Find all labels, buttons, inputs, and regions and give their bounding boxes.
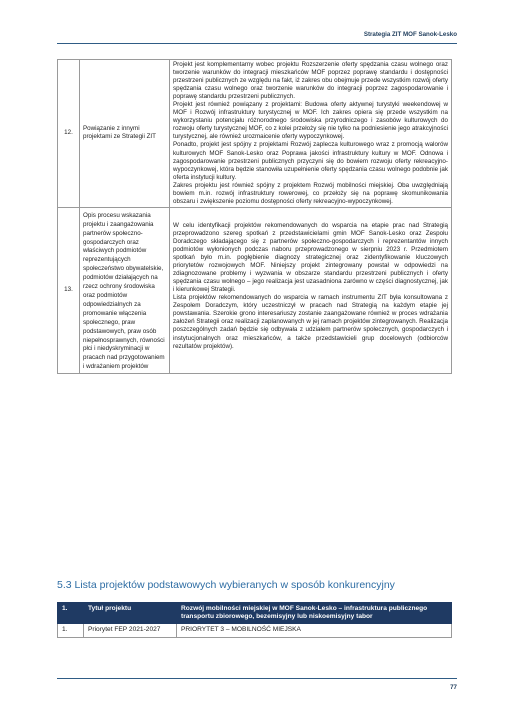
table-row xyxy=(58,60,452,208)
row-content xyxy=(170,207,452,373)
row-label: Powiązanie z innymi projektami ze Strategii ZIT xyxy=(80,60,170,208)
project-details-table xyxy=(57,59,452,374)
row-content xyxy=(170,60,452,208)
header-cell-number: 1. xyxy=(58,603,84,624)
page-number: 77 xyxy=(450,684,457,691)
row-label: Opis procesu wskazania projektu i zaangażowania partnerów społeczno-gospodarczych oraz właściwych podmiotów reprezentujących społeczeństwo obywatelskie, podmiotów działających na rzecz ochrony środowiska oraz podmiotów odpowiedzialnych za promowanie włączenia społecznego, praw podstawowych, praw osób niepełnosprawnych, równości płci i niedyskryminacji w pracach nad przygotowaniem i wdrażaniem projektów xyxy=(80,207,170,373)
cell-number: 1. xyxy=(58,624,84,637)
table-row xyxy=(58,624,452,637)
header-title: Strategia ZIT MOF Sanok-Lesko xyxy=(363,31,457,38)
table-header-row xyxy=(58,603,452,624)
row-number: 12. xyxy=(58,60,80,208)
footer-divider xyxy=(57,678,457,679)
projects-table xyxy=(57,602,452,638)
cell-value: PRIORYTET 3 – MOBILNOŚĆ MIEJSKA xyxy=(177,624,452,637)
table-row xyxy=(58,207,452,373)
row-content-text: Projekt jest komplementarny wobec projektu Rozszerzenie oferty spędzania czasu wolnego oraz tworzenie warunków do integracji mieszkańców MOF poprzez poprawę standardu i dostępności przestrzeni publicznych ze względu na fakt, iż zakres obu obejmuje przede wszystkim rozwój oferty spędzania czasu wolnego oraz tworzenie warunków do integracji poprzez zagospodarowanie i poprawę standardu przestrzeni publicznych. Projekt jest również powiązany z projektami: Budowa oferty aktywnej turystyki weekendowej w MOF i Rozwój infrastruktury turystycznej w MOF. Ich zakres opiera się przede wszystkim na wykorzystaniu potencjału różnorodnego środowiska przyrodniczego i zasobów kulturowych do rozwoju oferty turystycznej MOF, co z kolei przełoży się nie tylko na podniesienie jego atrakcyjności turystycznej, ale również urozmaicenie oferty wypoczynkowej. Ponadto, projekt jest spójny z projektami Rozwój zaplecza kulturowego wraz z promocją walorów kulturowych MOF Sanok-Lesko oraz Poprawa jakości infrastruktury kultury w MOF. Odnowa i zagospodarowanie przestrzeni publicznych przyczyni się do bowiem rozwoju oferty rekreacyjno-wypoczynkowej, która będzie stanowiła uzupełnienie oferty spędzania czasu wolnego podobnie jak oferta instytucji kultury. Zakres projektu jest również spójny z projektem Rozwój mobilności miejskiej. Oba uwzględniają bowiem m.in. rozwój infrastruktury rowerowej, co przełoży się na poprawę skomunikowania obszaru i zwiększenie poziomu dostępności oferty rekreacyjno-wypoczynkowej. xyxy=(173,61,448,205)
row-content-text: W celu identyfikacji projektów rekomendowanych do wsparcia na etapie prac nad Strategią przeprowadzono szereg spotkań z przedstawicielami gmin MOF Sanok-Lesko oraz Zespołu Doradczego składającego się z partnerów społeczno-gospodarczych i reprezentantów innych podmiotów wyłonionych podczas naboru przeprowadzonego w sierpniu 2023 r. Przedmiotem spotkań było m.in. pogłębienie diagnozy strategicznej oraz zidentyfikowanie kluczowych priorytetów rozwojowych MOF. Niniejszy projekt zintegrowany powstał w odpowiedzi na zdiagnozowane problemy i wyzwania w obszarze standardu przestrzeni publicznych i oferty spędzania czasu wolnego – jego realizacja jest uzasadniona zarówno w części diagnostycznej, jak i kierunkowej Strategii. Lista projektów rekomendowanych do wsparcia w ramach instrumentu ZIT była konsultowana z Zespołem Doradczym, który uczestniczył w pracach nad Strategią na każdym etapie jej powstawania. Szerokie grono interesariuszy zostanie zaangażowane również w proces wdrażania założeń Strategii oraz realizacji zaplanowanych w jej ramach projektów zintegrowanych. Realizacja poszczególnych zadań będzie się odbywała z udziałem partnerów społecznych, gospodarczych i instytucjonalnych oraz mieszkańców, a także przedstawicieli grup docelowych (odbiorców rezultatów projektów). xyxy=(173,221,448,350)
header-cell-title: Tytuł projektu xyxy=(84,603,177,624)
row-number: 13. xyxy=(58,207,80,373)
section-heading: 5.3 Lista projektów podstawowych wybieranych w sposób konkurencyjny xyxy=(57,579,395,591)
cell-label: Priorytet FEP 2021-2027 xyxy=(84,624,177,637)
header-divider xyxy=(57,43,457,44)
header-cell-project-name: Rozwój mobilności miejskiej w MOF Sanok-Lesko – infrastruktura publicznego transportu zbiorowego, bezemisyjny lub niskoemisyjny tabor xyxy=(177,603,452,624)
